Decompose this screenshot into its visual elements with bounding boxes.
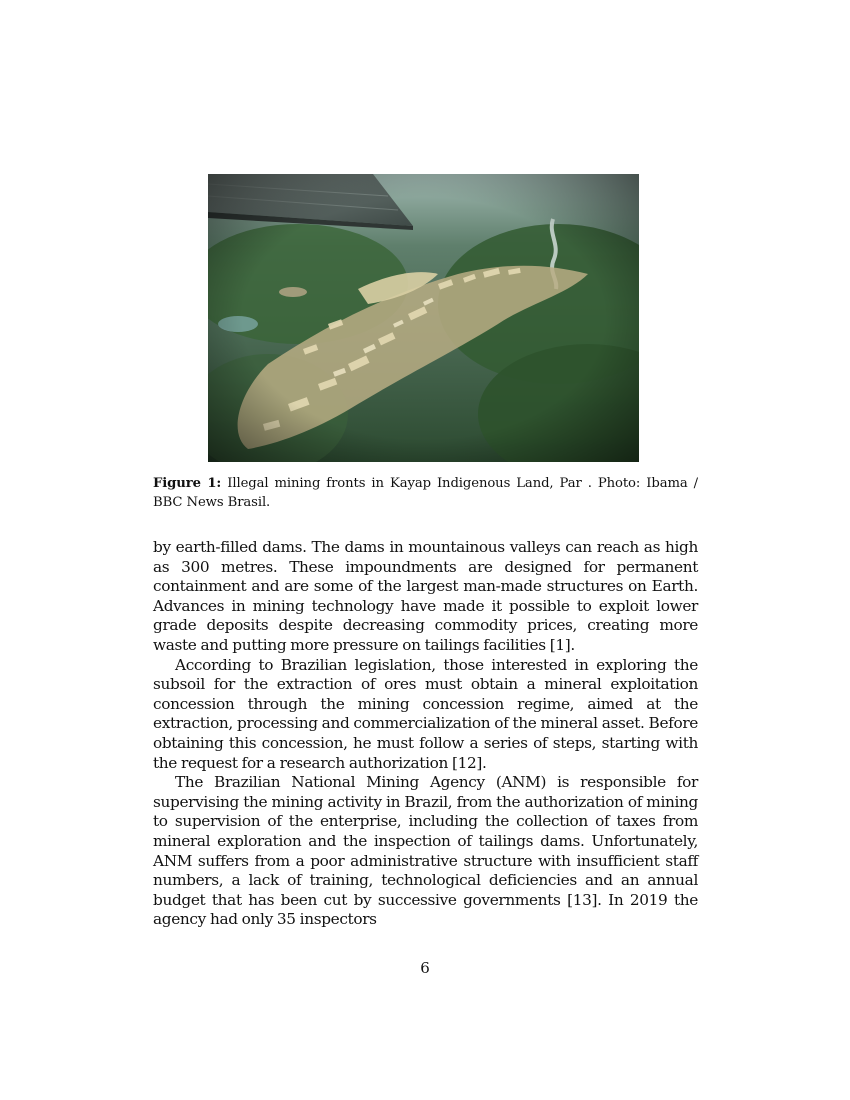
paragraph: by earth-filled dams. The dams in mountainous valleys can reach as high as 300 metres. These impoundments are designed for permanent containment and are some of the largest man-made structures on Earth. Advances in mining technology have made it possible to exploit lower grade deposits despite decreasing commodity prices, creating more waste and putting more pressure on tailings facilities [1]. <box>153 538 698 654</box>
aerial-photo-mining-area <box>208 174 639 462</box>
figure-photo <box>208 174 639 462</box>
page-number: 6 <box>420 959 430 977</box>
paragraph: According to Brazilian legislation, those interested in exploring the subsoil for the extraction of ores must obtain a mineral exploitation concession through the mining concession regime, aimed at the extraction, processing and commercialization of the mineral asset. Before obtaining this concession, he must follow a series of steps, starting with the request for a research authorization [12]. <box>153 655 698 772</box>
body-text <box>153 538 698 930</box>
paragraph: The Brazilian National Mining Agency (ANM) is responsible for supervising the mining activity in Brazil, from the authorization of mining to supervision of the enterprise, including the collection of taxes from mineral exploration and the inspection of tailings dams. Unfortunately, ANM suffers from a poor administrative structure with insufficient staff numbers, a lack of training, technological deficiencies and an annual budget that has been cut by successive governments [13]. In 2019 the agency had only 35 inspectors <box>153 773 698 929</box>
figure-label: Figure 1: <box>153 476 222 491</box>
figure-caption-text: Illegal mining fronts in Kayap Indigenous Land, Par . Photo: Ibama / BBC News Brasil. <box>153 476 698 510</box>
figure-caption <box>153 474 698 512</box>
